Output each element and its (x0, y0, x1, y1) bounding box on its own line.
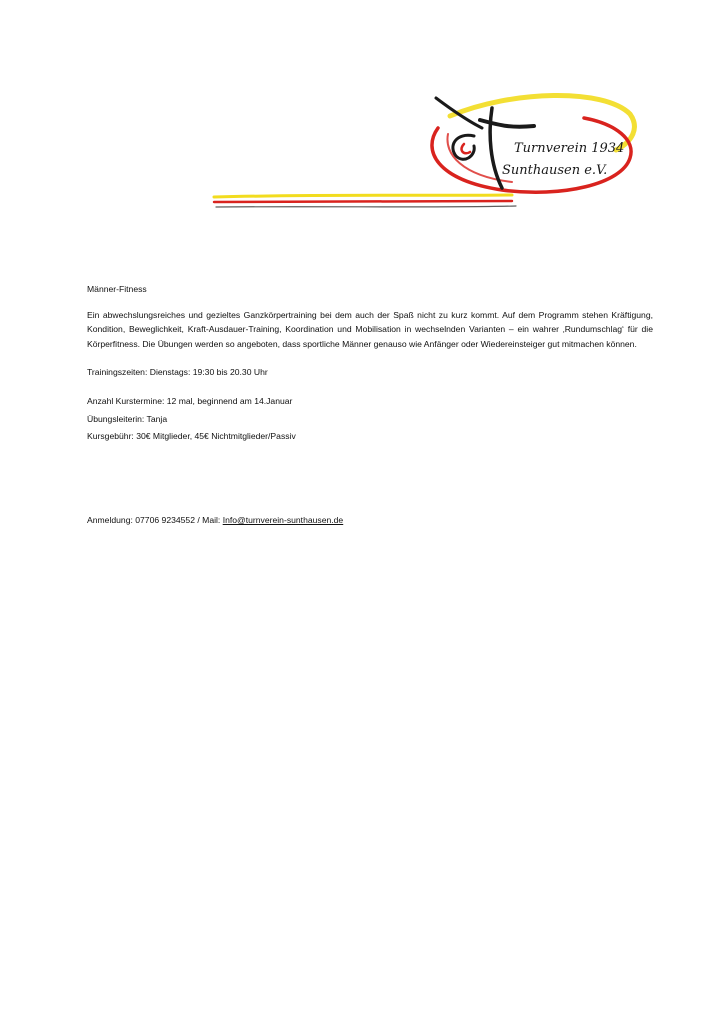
course-dates: Anzahl Kurstermine: 12 mal, beginnend am 14.Januar (87, 395, 293, 406)
course-description: Ein abwechslungsreiches und gezieltes Ganzkörpertraining bei dem auch der Spaß nicht zu kurz kommt. Auf dem Programm stehen Kräftigung, Kondition, Beweglichkeit, Kraft-Ausdauer-Training, Koordination und Mobilisation in wechselnden Varianten – ein wahrer ‚Rundumschlag‘ für die Körperfitness. Die Übungen werden so angeboten, dass sportliche Männer genauso wie Anfänger oder Wiedereinsteiger gut mitmachen können. (87, 309, 653, 349)
registration-line (87, 513, 653, 528)
logo-text-line2: Sunthausen e.V. (502, 163, 608, 178)
document-body (87, 282, 653, 527)
registration-text: Anmeldung: 07706 9234552 / Mail: (87, 514, 223, 525)
instructor: Übungsleiterin: Tanja (87, 413, 168, 424)
email-link[interactable]: Info@turnverein-sunthausen.de (222, 514, 344, 525)
logo-text-line1: Turnverein 1934 (514, 141, 625, 156)
club-logo-graphic (212, 84, 642, 214)
training-times: Trainingszeiten: Dienstags: 19:30 bis 20.30 Uhr (87, 367, 268, 378)
club-logo (212, 84, 642, 214)
course-title: Männer-Fitness (87, 284, 147, 294)
course-fee: Kursgebühr: 30€ Mitglieder, 45€ Nichtmitglieder/Passiv (87, 431, 296, 442)
